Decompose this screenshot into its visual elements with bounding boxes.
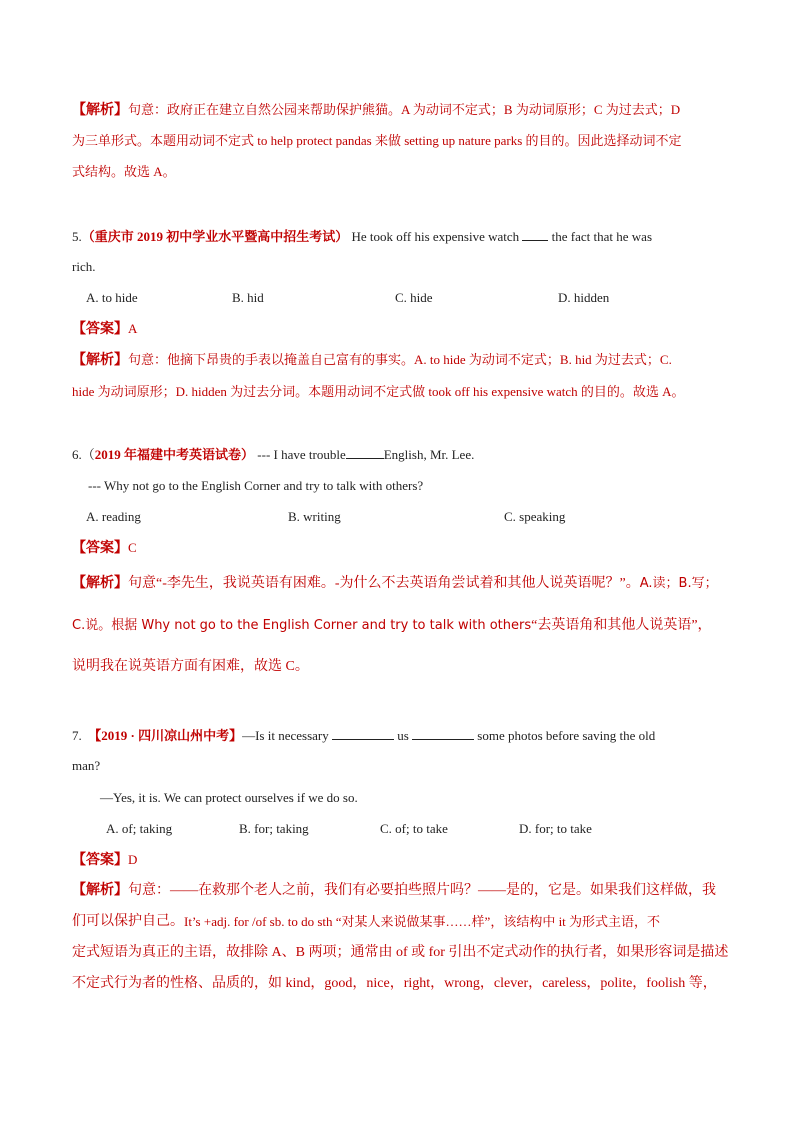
analysis-text: 说明我在说英语方面有困难，故选 C。 bbox=[72, 659, 309, 674]
analysis-tag: 【解析】 bbox=[72, 883, 128, 898]
answer-tag: 【答案】 bbox=[72, 853, 128, 868]
q5-options bbox=[72, 290, 724, 306]
q7-stem-line-1 bbox=[72, 727, 655, 744]
q5-stem-line-1 bbox=[72, 228, 652, 245]
analysis-text: C.说。根据 bbox=[72, 618, 142, 633]
option-b: B. for; taking bbox=[239, 821, 309, 836]
question-stem: us bbox=[393, 728, 413, 743]
question-stem: man? bbox=[72, 758, 101, 773]
option-c: C. speaking bbox=[504, 509, 566, 524]
analysis-text: 等， bbox=[685, 976, 717, 991]
analysis-phrase: took off his expensive watch bbox=[428, 384, 578, 399]
analysis-text: “去英语角和其他人说英语”， bbox=[531, 618, 712, 633]
analysis-text: 的目的。故选 A。 bbox=[577, 384, 685, 399]
answer-blank bbox=[522, 228, 548, 241]
q6-options bbox=[72, 509, 724, 525]
analysis-text: 来做 bbox=[371, 133, 405, 148]
question-source: 【2019 · 四川凉山州中考】 bbox=[88, 728, 243, 743]
q7-options bbox=[72, 821, 724, 837]
q7-answer bbox=[72, 852, 137, 869]
answer-value: C bbox=[128, 540, 137, 555]
q6-stem-line-1 bbox=[72, 446, 474, 463]
q6-stem-line-2 bbox=[88, 478, 423, 494]
option-c: C. hide bbox=[395, 290, 433, 305]
option-c: C. of; to take bbox=[380, 821, 448, 836]
q4-analysis-line-2 bbox=[72, 133, 682, 149]
analysis-tag: 【解析】 bbox=[72, 103, 128, 118]
q6-analysis-line-2 bbox=[72, 618, 712, 634]
analysis-text: 句意： bbox=[128, 883, 170, 898]
question-stem: the fact that he was bbox=[548, 229, 652, 244]
q7-analysis-line-4 bbox=[72, 976, 717, 992]
option-d: D. hidden bbox=[558, 290, 610, 305]
answer-value: D bbox=[128, 852, 138, 867]
analysis-phrase: setting up nature parks bbox=[404, 133, 523, 148]
analysis-text: 句意：政府正在建立自然公园来帮助保护熊猫。A 为动词不定式；B 为动词原形；C 为过去式；D bbox=[128, 102, 681, 117]
q5-stem-line-2 bbox=[72, 259, 95, 275]
analysis-phrase: Why not go to the English Corner and try to talk with others bbox=[141, 618, 532, 633]
answer-tag: 【答案】 bbox=[72, 322, 128, 337]
q7-stem-line-2 bbox=[72, 758, 100, 774]
option-b: B. writing bbox=[288, 509, 341, 524]
question-number: 5. bbox=[72, 229, 82, 244]
q4-analysis-line-3 bbox=[72, 164, 176, 180]
analysis-text: A. to hide 为动词不定式；B. hid 为过去式；C. bbox=[414, 352, 672, 367]
question-stem: —Yes, it is. We can protect ourselves if we do so. bbox=[100, 790, 358, 805]
question-number: 6.（ bbox=[72, 447, 95, 462]
option-a: A. reading bbox=[86, 509, 141, 524]
analysis-text: 定式短语为真正的主语，故排除 A、B 两项；通常由 of 或 for 引出不定式动作的执行者，如果形容词是描述 bbox=[72, 945, 729, 960]
question-source: 2019 年福建中考英语试卷） bbox=[94, 447, 255, 462]
analysis-text: 的目的。因此选择动词不定 bbox=[522, 133, 682, 148]
question-stem: English, Mr. Lee. bbox=[383, 447, 475, 462]
analysis-text: 式结构。故选 A。 bbox=[72, 164, 176, 179]
q4-analysis-line-1 bbox=[72, 102, 680, 119]
analysis-phrase: It’s +adj. for /of sb. to do sth “对某人来说做某事……样” bbox=[184, 914, 491, 929]
analysis-phrase: kind，good，nice，right，wrong，clever，careless，polite，foolish bbox=[285, 976, 686, 991]
option-a: A. of; taking bbox=[106, 821, 173, 836]
option-b: B. hid bbox=[232, 290, 264, 305]
analysis-tag: 【解析】 bbox=[72, 353, 128, 368]
option-a: A. to hide bbox=[86, 290, 138, 305]
question-number: 7. bbox=[72, 728, 82, 743]
q6-analysis-line-1 bbox=[72, 576, 718, 592]
analysis-text: 句意：他摘下昂贵的手表以掩盖自己富有的事实。 bbox=[128, 352, 415, 367]
analysis-text: 句意“-李先生，我说英语有困难。-为什么不去英语角尝试着和其他人说英语呢？”。 bbox=[128, 576, 640, 591]
analysis-text: ——在救那个老人之前，我们有必要拍些照片吗？——是的，它是。如果我们这样做，我 bbox=[170, 883, 716, 898]
q7-analysis-line-2 bbox=[72, 914, 184, 930]
option-d: D. for; to take bbox=[519, 821, 592, 836]
question-stem: rich. bbox=[72, 259, 96, 274]
q7-analysis-line-2b bbox=[184, 914, 660, 930]
question-source: （重庆市 2019 初中学业水平暨高中招生考试） bbox=[81, 229, 349, 244]
answer-blank bbox=[346, 446, 384, 459]
q6-answer bbox=[72, 540, 137, 557]
analysis-text: 不定式行为者的性格、品质的，如 bbox=[72, 976, 286, 991]
analysis-text: ，该结构中 it 为形式主语，不 bbox=[490, 914, 661, 929]
q7-analysis-line-1 bbox=[72, 883, 716, 899]
q5-answer bbox=[72, 321, 137, 338]
analysis-tag: 【解析】 bbox=[72, 576, 128, 591]
analysis-text: A.读；B.写； bbox=[639, 576, 718, 591]
analysis-phrase: to help protect pandas bbox=[257, 133, 372, 148]
answer-value: A bbox=[128, 321, 138, 336]
answer-blank bbox=[412, 727, 474, 740]
question-stem: —Is it necessary bbox=[242, 728, 332, 743]
analysis-text: 为三单形式。本题用动词不定式 bbox=[72, 133, 258, 148]
analysis-text: hide 为动词原形；D. hidden 为过去分词。本题用动词不定式做 bbox=[72, 384, 429, 399]
question-stem: some photos before saving the old bbox=[474, 728, 656, 743]
q7-analysis-line-3 bbox=[72, 945, 728, 961]
q7-stem-line-3 bbox=[100, 790, 358, 806]
analysis-text: 们可以保护自己。 bbox=[72, 914, 184, 929]
answer-blank bbox=[332, 727, 394, 740]
question-stem: He took off his expensive watch bbox=[348, 229, 523, 244]
question-stem: --- Why not go to the English Corner and try to talk with others? bbox=[88, 478, 424, 493]
q5-analysis-line-1 bbox=[72, 352, 672, 369]
answer-tag: 【答案】 bbox=[72, 541, 128, 556]
q5-analysis-line-2 bbox=[72, 384, 685, 400]
question-stem: --- I have trouble bbox=[254, 447, 346, 462]
q6-analysis-line-3 bbox=[72, 659, 309, 675]
